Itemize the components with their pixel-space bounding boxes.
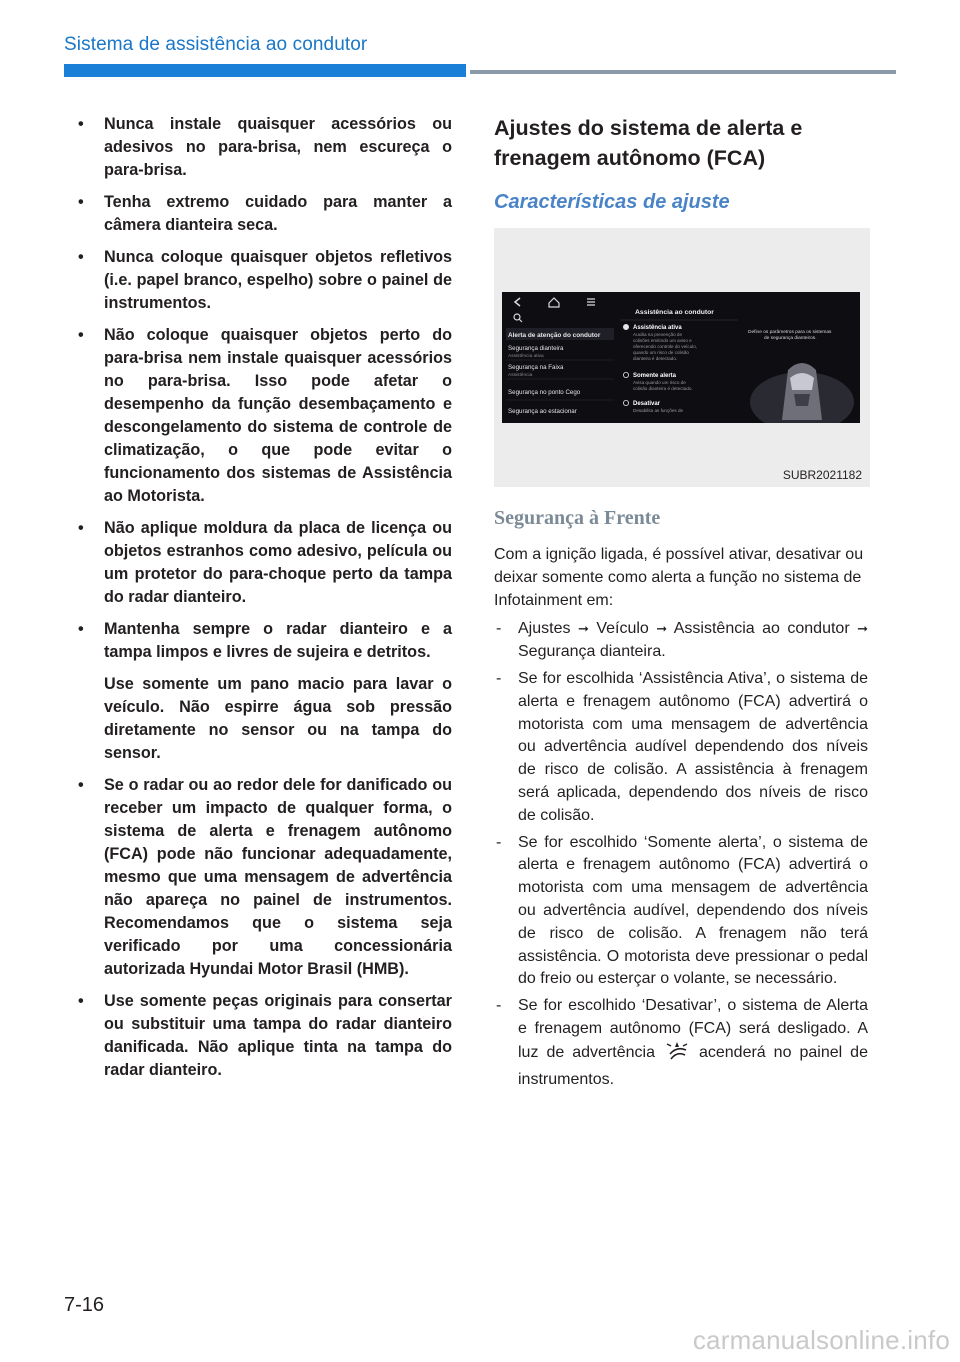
subsection-heading: Características de ajuste: [494, 191, 730, 213]
list-item: • Não coloque quaisquer objetos perto do para-brisa nem instale quaisquer acessórios no para-brisa. Isso pode afetar o desempenho da função desembaçamento e descongelamento do sistema de controle de climatização, o que pode evitar o funcionamento dos sistemas de Assistência ao Motorista.: [78, 326, 452, 505]
list-item: • Se o radar ou ao redor dele for danificado ou receber um impacto de qualquer forma, o sistema de alerta e frenagem autônomo (FCA) pode não funcionar adequadamente, mesmo que uma mensagem de advertência não apareça no painel de instrumentos. Recomendamos que o sistema seja verificado por uma concessionária autorizada Hyundai Motor Brasil (HMB).: [78, 776, 452, 978]
list-item: - Se for escolhido ‘Desativar’, o sistema de Alerta e frenagem autônomo (FCA) será desligado. A luz de advertência acenderá no painel de instrumentos.: [496, 997, 868, 1088]
header-title: Sistema de assistência ao condutor: [64, 34, 368, 55]
intro-paragraph: Com a ignição ligada, é possível ativar, desativar ou deixar somente como alerta a função no sistema de Infotainment em:: [494, 546, 864, 609]
fca-warning-light-icon: [665, 1041, 689, 1069]
menu-item-lane-safety-sub: Assistência: [508, 373, 533, 378]
arrow-icon: ➞: [857, 621, 869, 637]
list-item: • Mantenha sempre o radar dianteiro e a tampa limpos e livres de sujeira e detritos. Use somente um pano macio para lavar o veículo. Não espirre água sob pressão diretamente no sensor ou na tampa do sensor.: [78, 620, 452, 762]
menu-item-attention: Alerta de atenção do condutor: [508, 332, 601, 339]
option-alert-only: Somente alerta: [633, 373, 677, 379]
option-off-desc: Desabilita as funções de: [633, 408, 684, 413]
list-item: • Tenha extremo cuidado para manter a câmera dianteira seca.: [78, 193, 452, 234]
menu-item-lane-safety: Segurança na Faixa: [508, 364, 564, 371]
option-active-desc: dianteira é detectado.: [633, 356, 678, 361]
list-item: • Nunca coloque quaisquer objetos refletivos (i.e. papel branco, espelho) sobre o painel de instrumentos.: [78, 248, 452, 312]
list-item: - Ajustes ➞ Veículo ➞ Assistência ao condutor ➞ Segurança dianteira.: [496, 620, 869, 661]
list-item: - Se for escolhida ‘Assistência Ativa’, o sistema de alerta e frenagem autônomo (FCA) advertirá o motorista com uma mensagem de advertência ou advertência audível dependendo dos níveis de risco de colisão. A assistência à frenagem será aplicada, dependendo dos níveis de risco de colisão.: [496, 669, 868, 824]
list-item: • Nunca instale quaisquer acessórios ou adesivos no para-brisa, nem escureça o para-brisa.: [78, 115, 452, 179]
option-active-desc: colisões emitindo um aviso e: [633, 338, 692, 343]
option-active-desc: oferecendo controle do veículo,: [633, 344, 698, 349]
right-column: [494, 113, 868, 1095]
infotainment-screenshot: [502, 292, 860, 423]
menu-item-parking: Segurança ao estacionar: [508, 408, 577, 415]
option-active-desc: quando um risco de colisão: [633, 350, 689, 355]
menu-item-front-safety-sub: Assistência ativa: [508, 354, 544, 359]
left-column: [78, 113, 452, 1091]
watermark: carmanualsonline.info: [692, 1325, 950, 1355]
settings-list: [494, 618, 868, 1091]
section-subtitle: Segurança à Frente: [494, 507, 661, 529]
info-text: de segurança dianteiros.: [764, 336, 817, 341]
panel-title: Assistência ao condutor: [635, 309, 714, 316]
arrow-icon: ➞: [577, 621, 589, 637]
option-active-desc: Auxilia na prevenção de: [633, 332, 683, 337]
info-text: Define os parâmetros para os sistemas: [748, 330, 832, 335]
arrow-icon: ➞: [656, 621, 668, 637]
menu-item-blind-spot: Segurança no ponto Cego: [508, 389, 581, 396]
option-alert-desc: colisão dianteira é detectado.: [633, 386, 693, 391]
figure-code: SUBR2021182: [782, 468, 862, 482]
header-rule-gray: [470, 70, 896, 74]
header-rule-blue: [64, 64, 466, 77]
list-item: - Se for escolhido ‘Somente alerta’, o sistema de alerta e frenagem autônomo (FCA) advertirá o motorista com uma mensagem de advertência ou advertência audível, dependendo dos níveis de risco de colisão. A frenagem não terá assistência. O motorista deve pressionar o pedal do freio ou esterçar o volante, se necessário.: [496, 833, 868, 988]
infotainment-figure: [494, 228, 870, 487]
section-heading: Ajustes do sistema de alerta e frenagem autônomo (FCA): [494, 116, 803, 170]
option-active: Assistência ativa: [633, 325, 682, 331]
option-off: Desativar: [633, 401, 661, 407]
list-item: • Não aplique moldura da placa de licença ou objetos estranhos como adesivo, película ou um protetor do para-choque perto da tampa do radar dianteiro.: [78, 519, 452, 606]
page-number: 7-16: [64, 1294, 105, 1316]
menu-item-front-safety: Segurança dianteira: [508, 345, 564, 352]
option-alert-desc: Avisa quando um risco de: [633, 380, 686, 385]
warning-bullet-list: [78, 113, 452, 1082]
list-item: • Use somente peças originais para consertar ou substituir uma tampa do radar dianteiro danificada. Não aplique tinta na tampa do radar dianteiro.: [78, 992, 452, 1079]
